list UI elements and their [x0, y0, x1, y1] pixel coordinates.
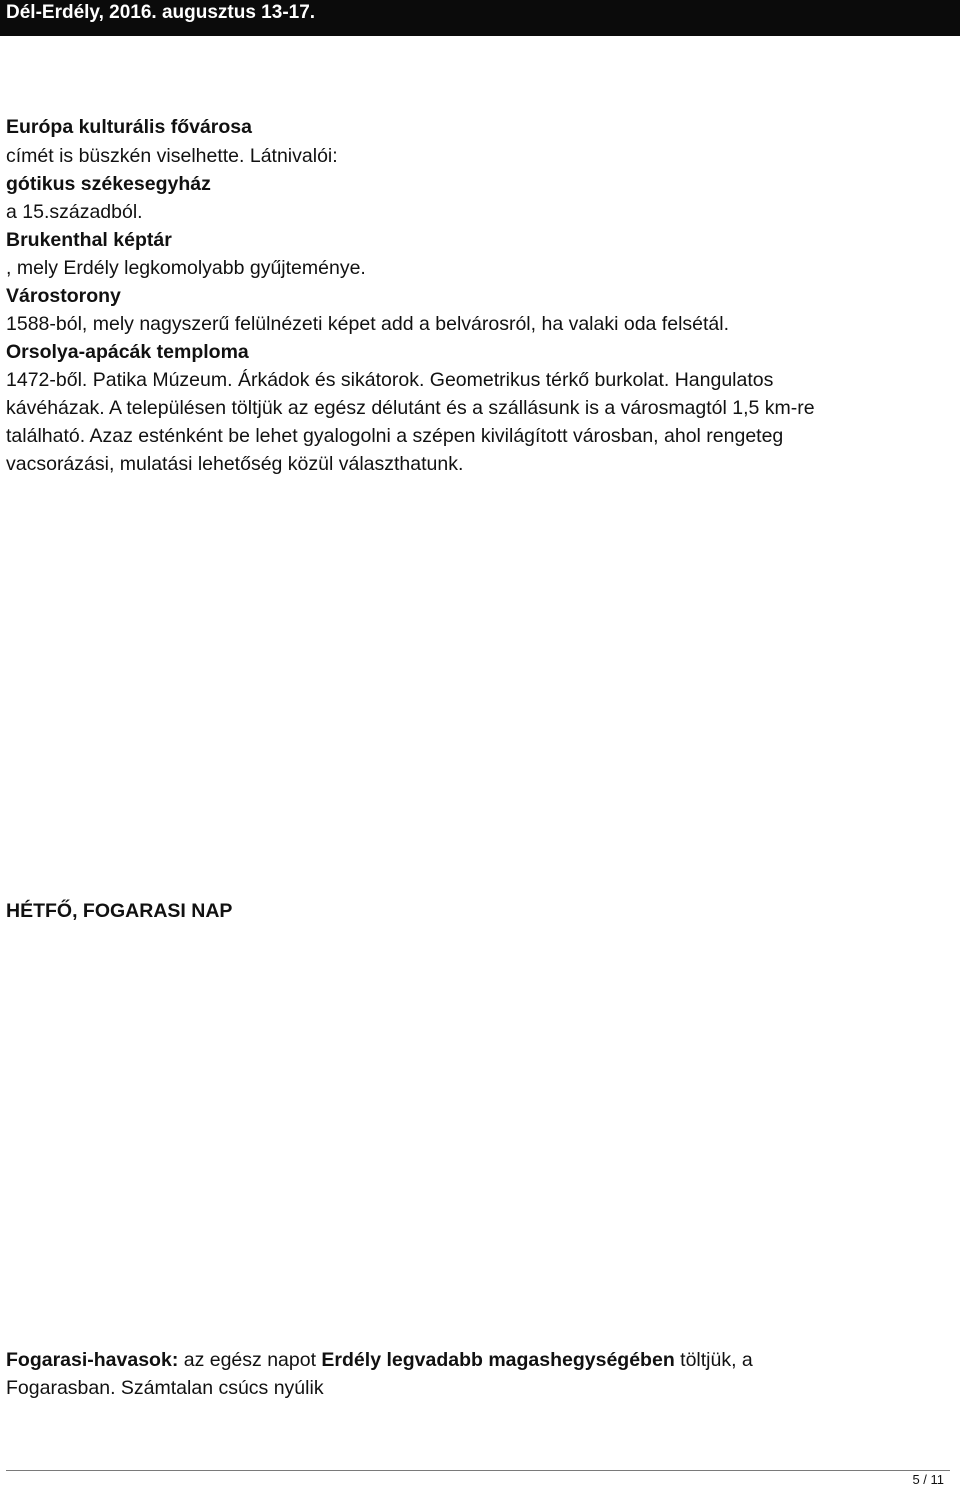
text-cimet-is: címét is büszkén viselhette. Látnivalói: — [6, 145, 338, 167]
footer-divider — [6, 1470, 950, 1471]
text-1472-bol: 1472-ből. Patika Múzeum. Árkádok és sikátorok. Geometrikus térkő burkolat. Hangulatos — [6, 369, 774, 391]
text-gotikus-szekesegyhaz: gótikus székesegyház — [6, 173, 211, 195]
text-talalhato: található. Azaz esténként be lehet gyalogolni a szépen kivilágított városban, ahol rengeteg — [6, 425, 784, 447]
page-number: 5 / 11 — [912, 1472, 944, 1487]
text-fogarasi-havasok: Fogarasi-havasok: — [6, 1349, 179, 1371]
text-az-egesz-napot: az egész napot — [178, 1349, 322, 1371]
document-header — [0, 0, 960, 36]
section-heading: HÉTFŐ, FOGARASI NAP — [6, 900, 233, 922]
paragraph-fogarasi-line1 — [6, 1348, 753, 1372]
text-15-szazadbol: a 15.századból. — [6, 201, 143, 223]
text-kavehazak: kávéházak. A településen töltjük az egész délutánt és a szállásunk is a városmagtól 1,5 km-re — [6, 397, 815, 419]
text-mely-erdely: , mely Erdély legkomolyabb gyűjteménye. — [6, 257, 366, 279]
paragraph-fogarasi-line2: Fogarasban. Számtalan csúcs nyúlik — [6, 1377, 324, 1399]
text-1588-bol: 1588-ból, mely nagyszerű felülnézeti képet add a belvárosról, ha valaki oda felsétál. — [6, 313, 730, 335]
text-toltjuk-a: töltjük, a — [674, 1349, 753, 1371]
text-erdely-legvadabb: Erdély legvadabb magashegységében — [321, 1349, 675, 1371]
text-varostorony: Várostorony — [6, 285, 121, 307]
text-europa-kulturalis: Európa kulturális fővárosa — [6, 116, 252, 138]
document-title: Dél-Erdély, 2016. augusztus 13-17. — [6, 2, 316, 23]
text-orsolya-apacak: Orsolya-apácák temploma — [6, 341, 249, 363]
text-vacsorazasi: vacsorázási, mulatási lehetőség közül választhatunk. — [6, 453, 464, 475]
text-brukenthal-keptar: Brukenthal képtár — [6, 229, 172, 251]
